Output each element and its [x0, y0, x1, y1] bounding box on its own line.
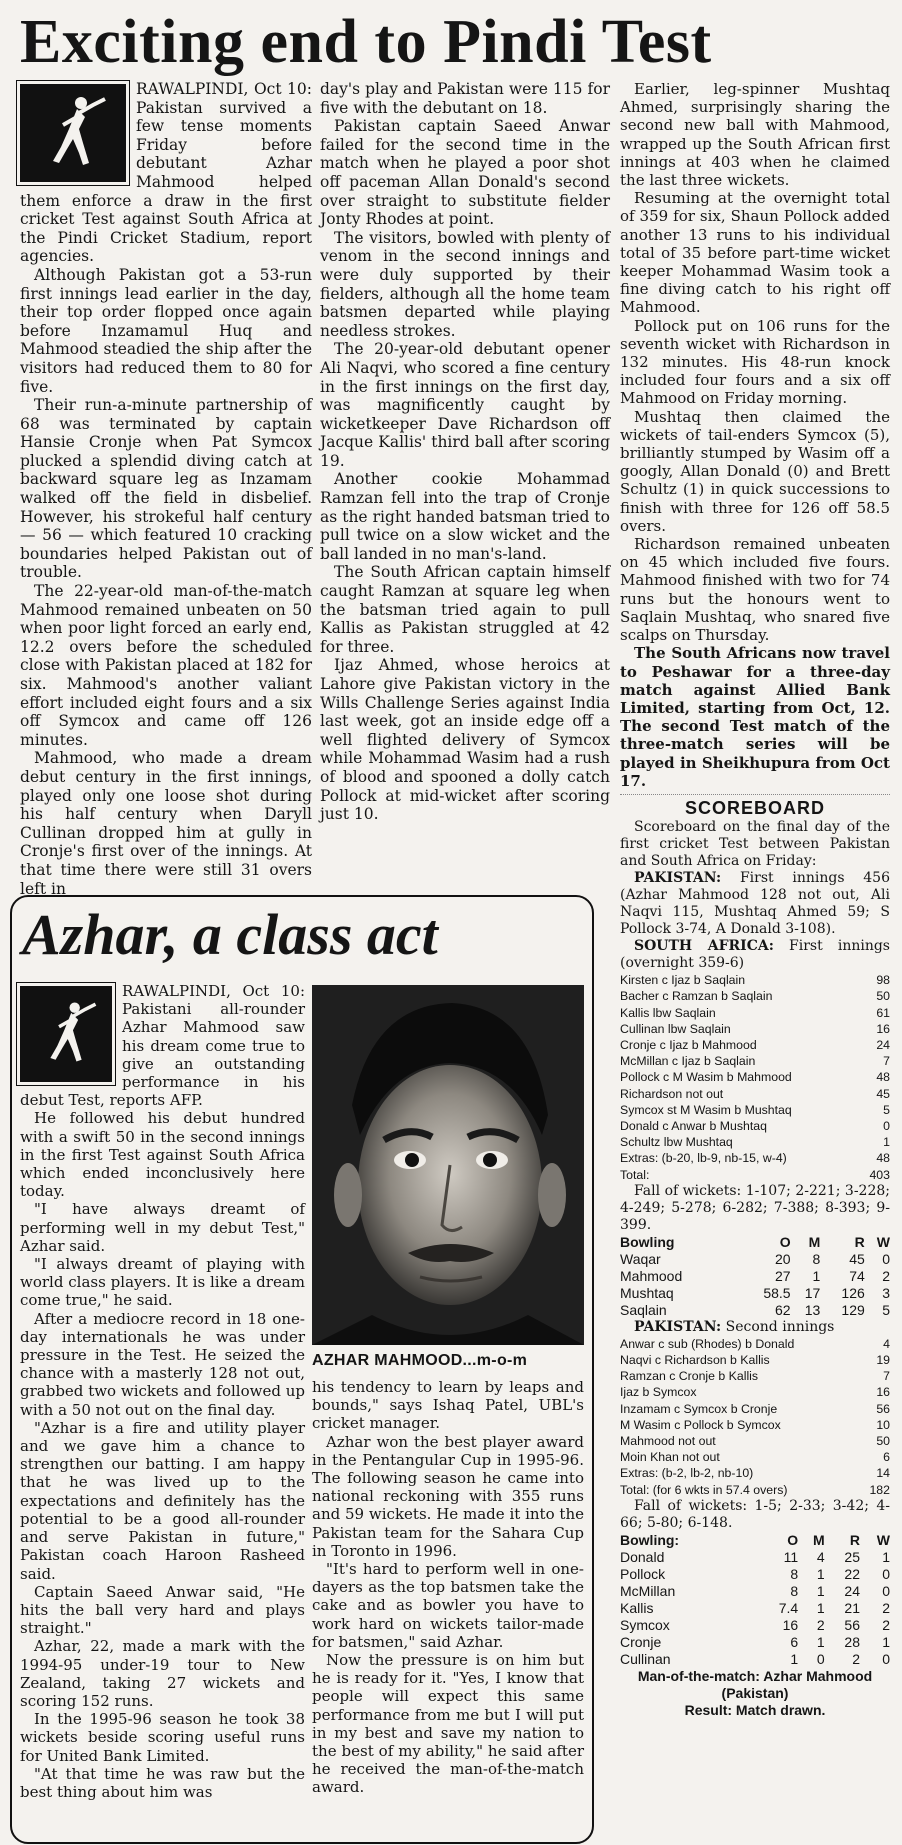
page-headline: Exciting end to Pindi Test [20, 8, 712, 76]
batsman-entry: Anwar c sub (Rhodes) b Donald [620, 1336, 795, 1351]
bowling-cell: 2 [882, 1616, 890, 1633]
batsman-entry: Inzamam c Symcox b Cronje [620, 1401, 778, 1416]
match-result: Result: Match drawn. [684, 1701, 826, 1718]
bowling-cell: Waqar [620, 1250, 661, 1267]
batsman-entry: Cullinan lbw Saqlain [620, 1021, 731, 1036]
bowling-cell: 62 [775, 1301, 791, 1318]
bowling-cell: 6 [790, 1633, 799, 1650]
batting-row [620, 1449, 890, 1465]
batting-row [620, 1167, 890, 1183]
batsman-entry: Kirsten c Ijaz b Saqlain [620, 973, 746, 988]
azhar-mahmood-photo [312, 985, 584, 1345]
bowling-row [620, 1251, 890, 1268]
bowling-header-cell: R [854, 1233, 865, 1250]
bowling-cell: 25 [844, 1548, 860, 1565]
batsman-runs: 50 [876, 989, 890, 1004]
batting-row [620, 1336, 890, 1352]
bowling-cell: Mahmood [620, 1267, 683, 1284]
batting-row [620, 988, 890, 1004]
bowling-row [620, 1302, 890, 1319]
batsman-entry: Symcox st M Wasim b Mushtaq [620, 1102, 792, 1117]
bowling-cell: Saqlain [620, 1301, 667, 1318]
batsman-entry: Pollock c M Wasim b Mahmood [620, 1070, 792, 1085]
bowling-cell: Symcox [620, 1616, 670, 1633]
main-article-column-2: day's play and Pakistan were 115 for five with the debutant on 18. Pakistan captain Saeed Anwar failed for the second time in the match when he played a poor shot off paceman Allan Donald's second over straight to substitute fielder Jonty Rhodes at point. The visitors, bowled with plenty of venom in the second innings and were duly supported by their fielders, although all the home team batsmen departed while playing needless strokes. The 20-year-old debutant opener Ali Naqvi, who scored a fine century in the first innings on the first day, was magnificently caught by wicketkeeper Dave Richardson off Jacque Kallis' third ball after scoring 19. Another cookie Mohammad Ramzan fell into the trap of Cronje as the right handed batsman tried to pull twice on a slow wicket and the ball landed in no man's-land. The South African captain himself caught Ramzan at square leg when the batsman tried again to pull Kallis as Pakistan struggled at 42 for three. Ijaz Ahmed, whose heroics at Lahore give Pakistan victory in the Wills Challenge Series against India last week, got an inside edge off a well flighted delivery of Symcox while Mohammad Wasim had a rush of blood and spooned a dolly catch Pollock at mid-wicket after scoring just 10. [320, 80, 610, 824]
pak-batting-table [620, 1336, 890, 1498]
bowling-cell: 28 [844, 1633, 860, 1650]
bowling-cell: 27 [775, 1267, 791, 1284]
travel-note: The South Africans now travel to Peshawar for a three-day match against Allied Bank Limited, starting from Oct, 12. The second Test match of the three-match series will be played in Sheikhupura from Oct 17. [620, 644, 890, 790]
batsman-entry: Extras: (b-2, lb-2, nb-10) [620, 1466, 754, 1481]
batsman-entry: Moin Khan not out [620, 1450, 720, 1465]
bowling-cell: 0 [882, 1582, 890, 1599]
bowling-row [620, 1651, 890, 1668]
bowling-row [620, 1634, 890, 1651]
bowling-header-cell: M [812, 1531, 825, 1548]
bowling-cell: 8 [790, 1582, 799, 1599]
batting-row [620, 1102, 890, 1118]
batting-row [620, 972, 890, 988]
bowling-header-cell: Bowling [620, 1233, 675, 1250]
batting-row [620, 1401, 890, 1417]
batting-row [620, 1482, 890, 1498]
batsman-runs: 61 [876, 1005, 890, 1020]
bowling-cell: 1 [816, 1582, 825, 1599]
batsman-entry: M Wasim c Pollock b Symcox [620, 1417, 781, 1432]
batting-row [620, 1021, 890, 1037]
bowling-header-cell: O [787, 1531, 799, 1548]
bowling-cell: 1 [882, 1633, 890, 1650]
batting-row [620, 1384, 890, 1400]
batsman-entry: Extras: (b-20, lb-9, nb-15, w-4) [620, 1151, 787, 1166]
batsman-entry: Ijaz b Symcox [620, 1385, 697, 1400]
bowling-cell: 11 [783, 1548, 799, 1565]
batsman-runs: 7 [883, 1054, 890, 1069]
pak-bowling-table [620, 1234, 890, 1319]
side-article-column-2: his tendency to learn by leaps and bounds," says Ishaq Patel, UBL's cricket manager. Azhar won the best player award in the Pentangular Cup in 1995-96. The following season he came into national reckoning with 355 runs and 59 wickets. He made it into the Pakistan team for the Sahara Cup in Toronto in 1996. "It's hard to perform well in one-dayers as the top batsmen take the cake and as bowler you have to work hard on wickets tailor-made for batsmen," said Azhar. Now the pressure is on him but he is ready for it. "Yes, I know that people will expect this same performance from me but I will put in my best and save my nation to the best of my ability," he said after he received the man-of-the-match award. [312, 1378, 584, 1797]
batsman-runs: 19 [876, 1352, 890, 1367]
bowling-row [620, 1285, 890, 1302]
batsman-entry: Kallis lbw Saqlain [620, 1005, 716, 1020]
batsman-runs: 14 [876, 1466, 890, 1481]
batsman-entry: Total: [620, 1167, 650, 1182]
batsman-entry: Ramzan c Cronje b Kallis [620, 1369, 759, 1384]
batsman-runs: 5 [883, 1102, 890, 1117]
bowling-cell: 126 [841, 1284, 865, 1301]
sa-first-innings: SOUTH AFRICA: First innings (overnight 359-6) [620, 938, 890, 972]
batting-row [620, 1069, 890, 1085]
batsman-runs: 50 [876, 1433, 890, 1448]
batsman-entry: Mahmood not out [620, 1433, 716, 1448]
bowling-cell: 1 [812, 1267, 821, 1284]
bowling-cell: 8 [790, 1565, 799, 1582]
bowling-cell: 0 [882, 1250, 890, 1267]
bowling-row [620, 1566, 890, 1583]
bowling-cell: 16 [782, 1616, 799, 1633]
batting-row [620, 1352, 890, 1368]
pak-second-innings: PAKISTAN: Second innings [634, 1318, 835, 1335]
bowling-cell: Cullinan [620, 1650, 671, 1667]
bowling-row [620, 1617, 890, 1634]
bowling-cell: 2 [816, 1616, 825, 1633]
bowling-cell: 17 [804, 1284, 821, 1301]
batsman-runs: 45 [876, 1086, 890, 1101]
bowling-cell: 5 [882, 1301, 890, 1318]
batsman-runs: 403 [869, 1167, 890, 1182]
bowling-cell: 13 [804, 1301, 821, 1318]
pak-fall-of-wickets: Fall of wickets: 1-5; 2-33; 3-42; 4-66; 5-80; 6-148. [620, 1497, 890, 1531]
pak-first-innings: PAKISTAN: First innings 456 (Azhar Mahmood 128 not out, Ali Naqvi 115, Mushtaq Ahmed 59; S Pollock 3-74, A Donald 3-108). [620, 870, 890, 938]
divider [620, 794, 890, 795]
bowling-cell: 74 [849, 1267, 865, 1284]
bowling-cell: 7.4 [778, 1599, 799, 1616]
bowling-header-cell: R [849, 1531, 860, 1548]
batsman-entry: Total: (for 6 wkts in 57.4 overs) [620, 1482, 788, 1497]
side-article-column-1: RAWALPINDI, Oct 10: Pakistani all-rounder Azhar Mahmood saw his dream come true to give an outstanding performance in his debut Test, reports AFP. He followed his debut hundred with a swift 50 in the second innings in the first Test against South Africa which ended inconclusively here today. "I have always dreamt of performing well in my debut Test," Azhar said. "I always dreamt of playing with world class players. It is like a dream come true," he said. After a mediocre record in 18 one-day internationals he was under pressure in the Test. He seized the chance with a masterly 128 not out, grabbed two wickets and followed up with a 50 not out on the final day. "Azhar is a fire and utility player and we gave him a chance to strengthen our batting. I am happy that he was lived up to the expectations and definitely has the potential to be a good all-rounder and serve Pakistan in future," Pakistan coach Haroon Rasheed said. Captain Saeed Anwar said, "He hits the ball very hard and plays straight." Azhar, 22, made a mark with the 1994-95 under-19 tour to New Zealand, taking 27 wickets and scoring 152 runs. In the 1995-96 season he took 38 wickets beside scoring useful runs for United Bank Limited. "At that time he was raw but the best thing about him was [20, 982, 305, 1801]
bowling-cell: 129 [841, 1301, 865, 1318]
batting-row [620, 1037, 890, 1053]
batting-row [620, 1433, 890, 1449]
batsman-entry: Bacher c Ramzan b Saqlain [620, 989, 773, 1004]
sa-batting-table [620, 972, 890, 1183]
bowling-row [620, 1549, 890, 1566]
photo-caption: AZHAR MAHMOOD...m-o-m [312, 1352, 528, 1369]
batsman-entry: Cronje c Ijaz b Mahmood [620, 1037, 757, 1052]
batsman-entry: Richardson not out [620, 1086, 724, 1101]
bowling-cell: 1 [882, 1548, 890, 1565]
bowling-header-cell: W [876, 1531, 890, 1548]
batsman-runs: 48 [876, 1070, 890, 1085]
scoreboard-intro: Scoreboard on the final day of the first cricket Test between Pakistan and South Africa on Friday: [620, 819, 890, 870]
bowling-cell: 45 [849, 1250, 865, 1267]
bowling-cell: 2 [882, 1599, 890, 1616]
batting-row [620, 1053, 890, 1069]
batsman-runs: 10 [876, 1417, 890, 1432]
bowling-row [620, 1583, 890, 1600]
bowling-cell: 22 [844, 1565, 860, 1582]
batsman-entry: Donald c Anwar b Mushtaq [620, 1118, 767, 1133]
bowling-cell: Kallis [620, 1599, 654, 1616]
bowling-cell: 20 [775, 1250, 791, 1267]
side-article-headline: Azhar, a class act [22, 902, 438, 967]
bowling-cell: 1 [816, 1599, 825, 1616]
man-of-the-match: Man-of-the-match: Azhar Mahmood (Pakistan) [637, 1667, 873, 1701]
batting-row [620, 1005, 890, 1021]
batsman-runs: 7 [883, 1369, 890, 1384]
bowling-cell: 24 [844, 1582, 860, 1599]
batsman-runs: 4 [883, 1336, 890, 1351]
bowling-row [620, 1268, 890, 1285]
batsman-entry: McMillan c Ijaz b Saqlain [620, 1054, 756, 1069]
batsman-runs: 56 [876, 1401, 890, 1416]
batsman-runs: 0 [883, 1118, 890, 1133]
bowling-cell: Pollock [620, 1565, 666, 1582]
batsman-entry: Schultz lbw Mushtaq [620, 1135, 733, 1150]
batsman-runs: 48 [876, 1151, 890, 1166]
batting-row [620, 1417, 890, 1433]
batsman-runs: 16 [876, 1385, 890, 1400]
cricket-batsman-icon [20, 84, 126, 182]
bowling-header-cell: M [808, 1233, 821, 1250]
batsman-entry: Naqvi c Richardson b Kallis [620, 1352, 770, 1367]
bowling-cell: 21 [844, 1599, 860, 1616]
bowling-cell: 2 [852, 1650, 860, 1667]
batsman-runs: 6 [883, 1450, 890, 1465]
batsman-runs: 16 [876, 1021, 890, 1036]
bowling-cell: 3 [882, 1284, 890, 1301]
bowling-cell: 1 [816, 1565, 825, 1582]
bowling-cell: 1 [816, 1633, 825, 1650]
bowling-cell: 0 [882, 1565, 890, 1582]
bowling-header-row [620, 1532, 890, 1549]
bowling-header-row [620, 1234, 890, 1251]
batting-row [620, 1368, 890, 1384]
batting-row [620, 1118, 890, 1134]
main-article-column-1: RAWALPINDI, Oct 10: Pakistan survived a few tense moments Friday before debutant Azhar Mahmood helped them enforce a draw in the first cricket Test against South Africa at the Pindi Cricket Stadium, report agencies. Although Pakistan got a 53-run first innings lead earlier in the day, their top order flopped once again before Inzamamul Huq and Mahmood steadied the ship after the visitors had reduced them to 80 for five. Their run-a-minute partnership of 68 was terminated by captain Hansie Cronje when Pat Symcox plucked a splendid diving catch at backward square leg as Inzamam walked off the field in disbelief. However, his strokeful half century — 56 — which featured 10 cracking boundaries helped Pakistan out of trouble. The 22-year-old man-of-the-match Mahmood remained unbeaten on 50 when poor light forced an early end, 12.2 overs before the scheduled close with Pakistan placed at 182 for six. Mahmood's another valiant effort included eight fours and a six off Symcox and came off 126 minutes. Mahmood, who made a dream debut century in the first innings, played only one loose shot during his half century when Daryll Cullinan dropped him at gully in Cronje's first over of the innings. At that time there were still 31 overs left in [20, 80, 312, 898]
batting-row [620, 1134, 890, 1150]
bowling-cell: 0 [816, 1650, 825, 1667]
bowling-cell: 1 [790, 1650, 799, 1667]
bowling-cell: 58.5 [763, 1284, 791, 1301]
batsman-runs: 24 [876, 1037, 890, 1052]
bowling-header-cell: Bowling: [620, 1531, 680, 1548]
scoreboard-title: SCOREBOARD [684, 797, 825, 818]
bowling-cell: 2 [882, 1267, 890, 1284]
sa-fall-of-wickets: Fall of wickets: 1-107; 2-221; 3-228; 4-249; 5-278; 6-282; 7-388; 8-393; 9-399. [620, 1182, 890, 1233]
bowling-header-cell: W [876, 1233, 890, 1250]
bowling-cell: 8 [812, 1250, 821, 1267]
cricket-batsman-icon [20, 986, 112, 1082]
bowling-cell: Cronje [620, 1633, 662, 1650]
bowling-row [620, 1600, 890, 1617]
batting-row [620, 1086, 890, 1102]
sa-bowling-table [620, 1532, 890, 1668]
bowling-cell: Mushtaq [620, 1284, 674, 1301]
batsman-runs: 1 [883, 1135, 890, 1150]
main-article-column-3: Earlier, leg-spinner Mushtaq Ahmed, surprisingly sharing the second new ball with Mahmood, wrapped up the South African first innings at 403 when he claimed the last three wickets. Resuming at the overnight total of 359 for six, Shaun Pollock added another 13 runs to his individual total of 35 before part-time wicket keeper Mohammad Wasim took a fine diving catch to his right off Mahmood. Pollock put on 106 runs for the seventh wicket with Richardson in 132 minutes. His 48-run knock included four fours and a six off Mahmood on Friday morning. Mushtaq then claimed the wickets of tail-enders Symcox (5), brilliantly stumped by Wasim off a googly, Allan Donald (0) and Brett Schultz (1) in quick successions to finish with three for 126 off 58.5 overs. Richardson remained unbeaten on 45 which included five fours. Mahmood finished with two for 74 runs but the honours went to Saqlain Mushtaq, who snared five scalps on Thursday. The South Africans now travel to Peshawar for a three-day match against Allied Bank Limited, starting from Oct, 12. The second Test match of the three-match series will be played in Sheikhupura from Oct 17. SCOREBOARD Scoreboard on the final day of the first cricket Test between Pakistan and South Africa on Friday: PAKISTAN: First innings 456 (Azhar Mahmood 128 not out, Ali Naqvi 115, Mushtaq Ahmed 59; S Pollock 3-74, A Donald 3-108). SOUTH AFRICA: First innings (overnight 359-6) Kirsten c Ijaz b Saqlain 98 Bacher c Ramzan b Saqlain 50 Kallis lbw Saqlain 61 Cullinan lbw Saqlain 16 Cronje c Ijaz b Mahmood 24 McMillan c Ijaz b Saqlain 7 Pollock c M Wasim b Mahmood 48 Richardson not out 45 Symcox st M Wasim b Mushtaq 5 Donald c Anwar b Mushtaq 0 Schultz lbw Mushtaq 1 Extras: (b-20, lb-9, nb-15, w-4) 48 Total: 403 Fall of wickets: 1-107; 2-221; 3-228; 4-249; 5-278; 6-282; 7-388; 8-393; 9-399. Bowling O M R W Waqar 20 8 45 0 Mahmood 27 1 74 2 Mushtaq 58.5 17 126 3 Saqlain 62 13 129 5 PAKISTAN: Second innings Anwar c sub (Rhodes) b Donald 4 Naqvi c Richardson b Kallis 19 Ramzan c Cronje b Kallis 7 Ijaz b Symcox 16 Inzamam c Symcox b Cronje 56 M Wasim c Pollock b Symcox 10 Mahmood not out 50 Moin Khan not out 6 Extras: (b-2, lb-2, nb-10) 14 Total: (for 6 wkts in 57.4 overs) 182 Fall of wickets: 1-5; 2-33; 3-42; 4-66; 5-80; 6-148. Bowling: O M R W Donald 11 4 25 1 Pollock 8 1 22 0 McMillan 8 1 24 0 Kallis 7.4 1 21 2 Symcox 16 2 56 2 Cronje 6 1 28 1 Cullinan 1 0 2 0 Man-of-the-match: Azhar Mahmood (Pakistan) Result: Match drawn. [620, 80, 890, 1718]
batsman-runs: 182 [869, 1482, 890, 1497]
bowling-header-cell: O [779, 1233, 791, 1250]
bowling-cell: McMillan [620, 1582, 676, 1599]
batting-row [620, 1150, 890, 1166]
batsman-runs: 98 [876, 973, 890, 988]
bowling-cell: 0 [882, 1650, 890, 1667]
bowling-cell: 4 [816, 1548, 825, 1565]
bowling-cell: Donald [620, 1548, 665, 1565]
batting-row [620, 1465, 890, 1481]
bowling-cell: 56 [844, 1616, 860, 1633]
